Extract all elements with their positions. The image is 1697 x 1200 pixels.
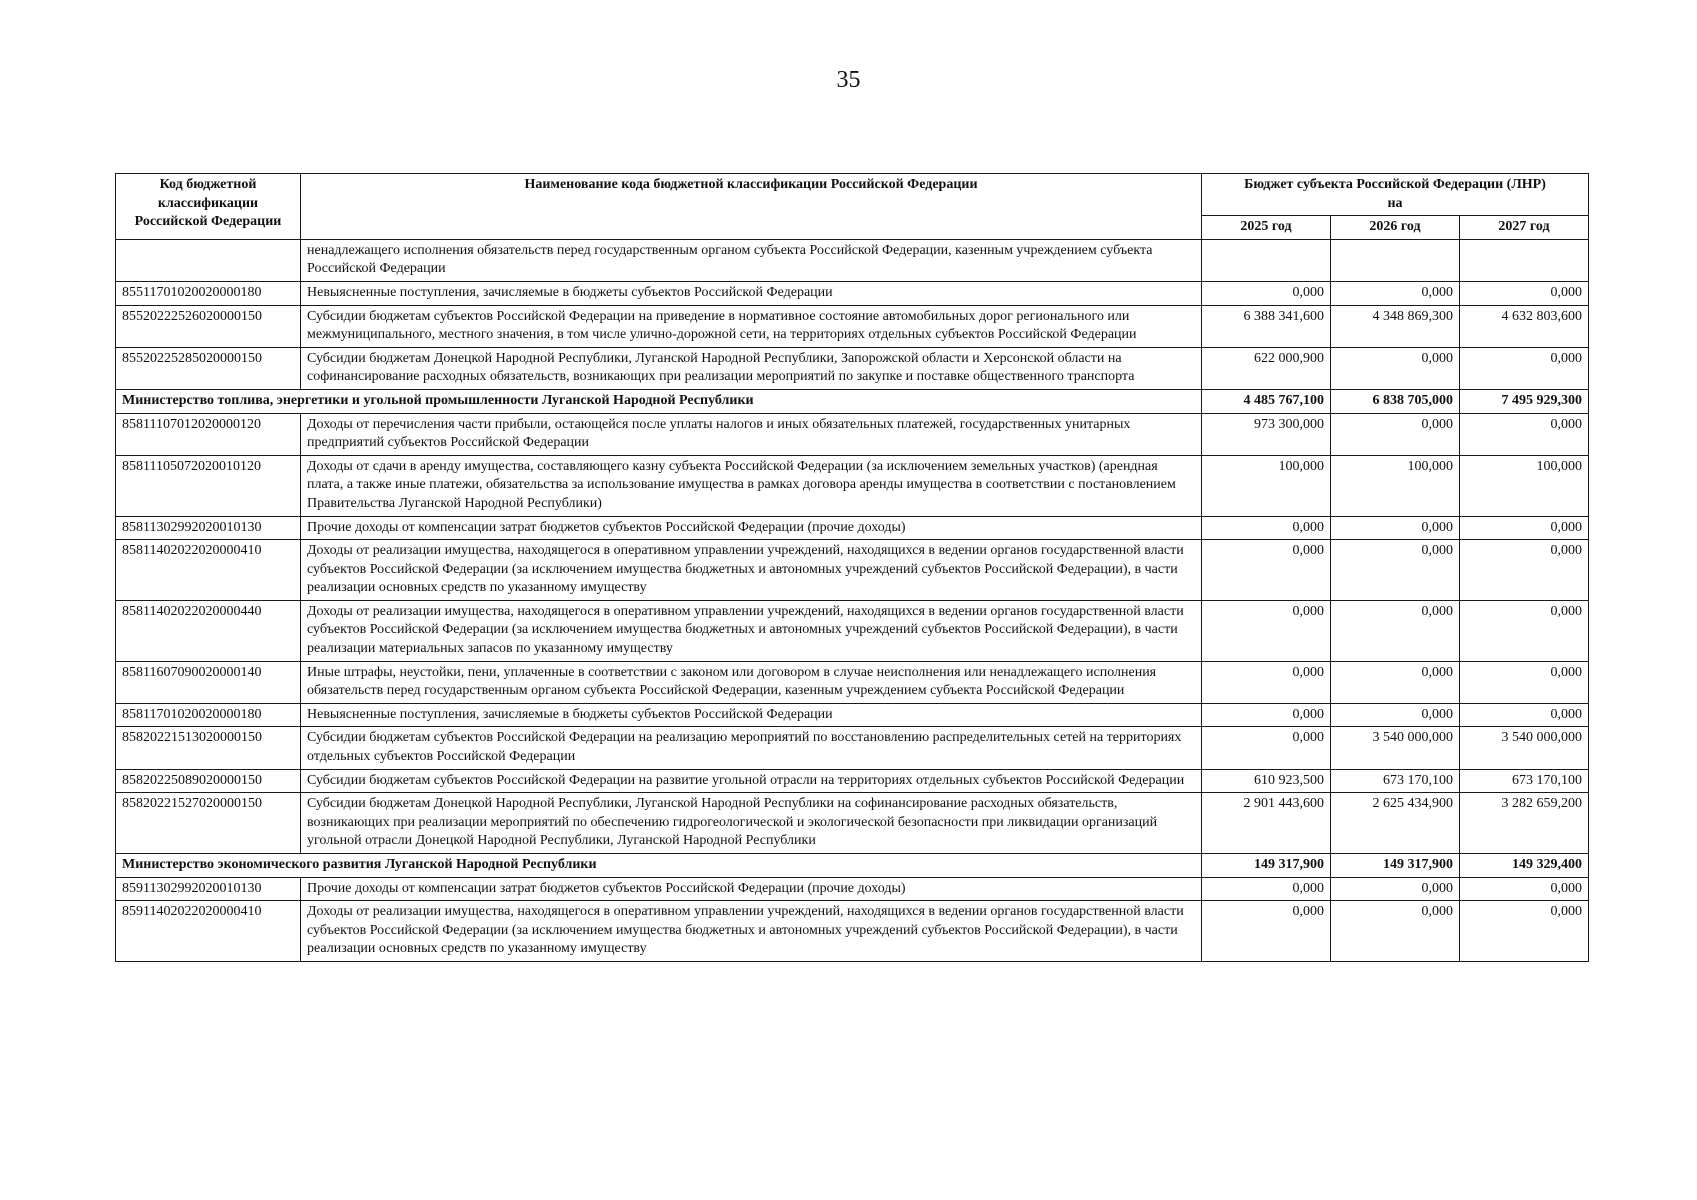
table-row xyxy=(116,239,1589,281)
table-row xyxy=(116,305,1589,347)
value-2026-cell: 0,000 xyxy=(1331,661,1460,703)
value-2027-cell: 0,000 xyxy=(1460,540,1589,601)
value-2027-cell: 0,000 xyxy=(1460,281,1589,305)
value-2026-cell: 3 540 000,000 xyxy=(1331,727,1460,769)
year-header-2025: 2025 год xyxy=(1202,216,1331,240)
budget-column-header xyxy=(1202,174,1589,216)
item-name-cell: Иные штрафы, неустойки, пени, уплаченные в соответствии с законом или договором в случае неисполнения или ненадлежащего исполнения обязательств перед государственным органом субъекта Российской Федерации, казенным учреждением субъекта Российской Федерации xyxy=(301,661,1202,703)
budget-code-cell: 85511701020020000180 xyxy=(116,281,301,305)
table-row xyxy=(116,901,1589,962)
budget-code-cell: 85820221513020000150 xyxy=(116,727,301,769)
item-name-cell: Субсидии бюджетам Донецкой Народной Республики, Луганской Народной Республики, Запорожской области и Херсонской области на софинансирование расходных обязательств, возникающих при реализации мероприятий по закупке и поставке общественного транспорта xyxy=(301,347,1202,389)
item-name-cell: Субсидии бюджетам субъектов Российской Федерации на реализацию мероприятий по восстановлению распределительных сетей на территориях отдельных субъектов Российской Федерации xyxy=(301,727,1202,769)
value-2026-cell xyxy=(1331,239,1460,281)
budget-code-cell: 85820221527020000150 xyxy=(116,793,301,854)
table-header xyxy=(116,174,1589,240)
value-2027-cell: 3 282 659,200 xyxy=(1460,793,1589,854)
value-2025-cell xyxy=(1202,239,1331,281)
table-row xyxy=(116,661,1589,703)
value-2025-cell: 2 901 443,600 xyxy=(1202,793,1331,854)
budget-code-cell: 85911302992020010130 xyxy=(116,877,301,901)
budget-code-cell: 85820225089020000150 xyxy=(116,769,301,793)
value-2025-cell: 0,000 xyxy=(1202,600,1331,661)
table-row xyxy=(116,455,1589,516)
budget-code-cell: 85811607090020000140 xyxy=(116,661,301,703)
value-2025-cell: 100,000 xyxy=(1202,455,1331,516)
item-name-cell: ненадлежащего исполнения обязательств перед государственным органом субъекта Российской Федерации, казенным учреждением субъекта Российской Федерации xyxy=(301,239,1202,281)
value-2027-cell: 0,000 xyxy=(1460,600,1589,661)
name-column-header: Наименование кода бюджетной классификации Российской Федерации xyxy=(301,174,1202,240)
table-row xyxy=(116,703,1589,727)
ministry-row xyxy=(116,389,1589,413)
ministry-name-cell: Министерство экономического развития Луганской Народной Республики xyxy=(116,854,1202,878)
value-2026-cell: 0,000 xyxy=(1331,347,1460,389)
budget-table xyxy=(115,173,1589,962)
item-name-cell: Невыясненные поступления, зачисляемые в бюджеты субъектов Российской Федерации xyxy=(301,703,1202,727)
value-2026-cell: 100,000 xyxy=(1331,455,1460,516)
value-2025-cell: 0,000 xyxy=(1202,281,1331,305)
value-2027-cell: 100,000 xyxy=(1460,455,1589,516)
value-2025-cell: 0,000 xyxy=(1202,516,1331,540)
value-2026-cell: 2 625 434,900 xyxy=(1331,793,1460,854)
value-2025-cell: 0,000 xyxy=(1202,661,1331,703)
year-header-2026: 2026 год xyxy=(1331,216,1460,240)
budget-code-cell: 85520222526020000150 xyxy=(116,305,301,347)
value-2026-cell: 0,000 xyxy=(1331,281,1460,305)
item-name-cell: Прочие доходы от компенсации затрат бюджетов субъектов Российской Федерации (прочие доходы) xyxy=(301,877,1202,901)
value-2027-cell: 673 170,100 xyxy=(1460,769,1589,793)
value-2027-cell: 0,000 xyxy=(1460,347,1589,389)
value-2025-cell: 4 485 767,100 xyxy=(1202,389,1331,413)
page-number: 35 xyxy=(836,67,861,93)
table-body xyxy=(116,239,1589,961)
value-2027-cell: 4 632 803,600 xyxy=(1460,305,1589,347)
value-2025-cell: 610 923,500 xyxy=(1202,769,1331,793)
table-row xyxy=(116,281,1589,305)
table-row xyxy=(116,516,1589,540)
ministry-name-cell: Министерство топлива, энергетики и угольной промышленности Луганской Народной Республики xyxy=(116,389,1202,413)
value-2025-cell: 973 300,000 xyxy=(1202,413,1331,455)
table-row xyxy=(116,540,1589,601)
table-row xyxy=(116,877,1589,901)
value-2027-cell: 0,000 xyxy=(1460,413,1589,455)
value-2027-cell: 0,000 xyxy=(1460,901,1589,962)
budget-code-cell: 85811402022020000440 xyxy=(116,600,301,661)
value-2026-cell: 6 838 705,000 xyxy=(1331,389,1460,413)
value-2025-cell: 0,000 xyxy=(1202,727,1331,769)
value-2026-cell: 0,000 xyxy=(1331,413,1460,455)
value-2025-cell: 0,000 xyxy=(1202,703,1331,727)
value-2026-cell: 0,000 xyxy=(1331,901,1460,962)
value-2025-cell: 6 388 341,600 xyxy=(1202,305,1331,347)
budget-code-cell: 85811107012020000120 xyxy=(116,413,301,455)
value-2026-cell: 149 317,900 xyxy=(1331,854,1460,878)
value-2026-cell: 0,000 xyxy=(1331,703,1460,727)
value-2027-cell: 7 495 929,300 xyxy=(1460,389,1589,413)
value-2026-cell: 0,000 xyxy=(1331,516,1460,540)
table-row xyxy=(116,727,1589,769)
value-2027-cell: 0,000 xyxy=(1460,877,1589,901)
budget-code-cell: 85811302992020010130 xyxy=(116,516,301,540)
value-2026-cell: 0,000 xyxy=(1331,877,1460,901)
budget-code-cell: 85811105072020010120 xyxy=(116,455,301,516)
value-2027-cell: 0,000 xyxy=(1460,703,1589,727)
value-2027-cell xyxy=(1460,239,1589,281)
budget-header-title: Бюджет субъекта Российской Федерации (ЛНР) xyxy=(1244,177,1546,192)
code-column-header: Код бюджетной классификации Российской Федерации xyxy=(116,174,301,240)
budget-header-suffix: на xyxy=(1387,195,1403,211)
value-2027-cell: 0,000 xyxy=(1460,516,1589,540)
table-row xyxy=(116,347,1589,389)
item-name-cell: Субсидии бюджетам субъектов Российской Федерации на развитие угольной отрасли на территориях отдельных субъектов Российской Федерации xyxy=(301,769,1202,793)
value-2026-cell: 0,000 xyxy=(1331,600,1460,661)
table-row xyxy=(116,600,1589,661)
item-name-cell: Субсидии бюджетам субъектов Российской Федерации на приведение в нормативное состояние автомобильных дорог регионального или межмуниципального, местного значения, в том числе улично-дорожной сети, на территориях отдельных субъектов Российской Федерации xyxy=(301,305,1202,347)
budget-code-cell xyxy=(116,239,301,281)
item-name-cell: Прочие доходы от компенсации затрат бюджетов субъектов Российской Федерации (прочие доходы) xyxy=(301,516,1202,540)
budget-code-cell: 85911402022020000410 xyxy=(116,901,301,962)
item-name-cell: Доходы от реализации имущества, находящегося в оперативном управлении учреждений, находящихся в ведении органов государственной власти субъектов Российской Федерации (за исключением имущества бюджетных и автономных учреждений субъектов Российской Федерации), в части реализации основных средств по указанному имуществу xyxy=(301,901,1202,962)
budget-code-cell: 85811701020020000180 xyxy=(116,703,301,727)
item-name-cell: Субсидии бюджетам Донецкой Народной Республики, Луганской Народной Республики на софинансирование расходных обязательств, возникающих при реализации мероприятий по обеспечению гидрогеологической и экологической безопасности при ликвидации организаций угольной отрасли Донецкой Народной Республики, Луганской Народной Республики xyxy=(301,793,1202,854)
item-name-cell: Невыясненные поступления, зачисляемые в бюджеты субъектов Российской Федерации xyxy=(301,281,1202,305)
table-row xyxy=(116,793,1589,854)
value-2027-cell: 0,000 xyxy=(1460,661,1589,703)
value-2025-cell: 149 317,900 xyxy=(1202,854,1331,878)
value-2025-cell: 0,000 xyxy=(1202,901,1331,962)
ministry-row xyxy=(116,854,1589,878)
budget-code-cell: 85811402022020000410 xyxy=(116,540,301,601)
item-name-cell: Доходы от перечисления части прибыли, остающейся после уплаты налогов и иных обязательных платежей, государственных унитарных предприятий субъектов Российской Федерации xyxy=(301,413,1202,455)
value-2026-cell: 0,000 xyxy=(1331,540,1460,601)
budget-code-cell: 85520225285020000150 xyxy=(116,347,301,389)
table-row xyxy=(116,413,1589,455)
item-name-cell: Доходы от реализации имущества, находящегося в оперативном управлении учреждений, находящихся в ведении органов государственной власти субъектов Российской Федерации (за исключением имущества бюджетных и автономных учреждений субъектов Российской Федерации), в части реализации основных средств по указанному имуществу xyxy=(301,540,1202,601)
header-row xyxy=(116,174,1589,216)
value-2025-cell: 0,000 xyxy=(1202,540,1331,601)
value-2025-cell: 0,000 xyxy=(1202,877,1331,901)
value-2027-cell: 3 540 000,000 xyxy=(1460,727,1589,769)
value-2025-cell: 622 000,900 xyxy=(1202,347,1331,389)
value-2026-cell: 4 348 869,300 xyxy=(1331,305,1460,347)
value-2027-cell: 149 329,400 xyxy=(1460,854,1589,878)
year-header-2027: 2027 год xyxy=(1460,216,1589,240)
item-name-cell: Доходы от сдачи в аренду имущества, составляющего казну субъекта Российской Федерации (за исключением земельных участков) (арендная плата, а также иные платежи, обязательства за использование имущества в рамках договора аренды имущества в соответствии с постановлением Правительства Луганской Народной Республики) xyxy=(301,455,1202,516)
item-name-cell: Доходы от реализации имущества, находящегося в оперативном управлении учреждений, находящихся в ведении органов государственной власти субъектов Российской Федерации (за исключением имущества бюджетных и автономных учреждений субъектов Российской Федерации), в части реализации материальных запасов по указанному имуществу xyxy=(301,600,1202,661)
table-row xyxy=(116,769,1589,793)
value-2026-cell: 673 170,100 xyxy=(1331,769,1460,793)
